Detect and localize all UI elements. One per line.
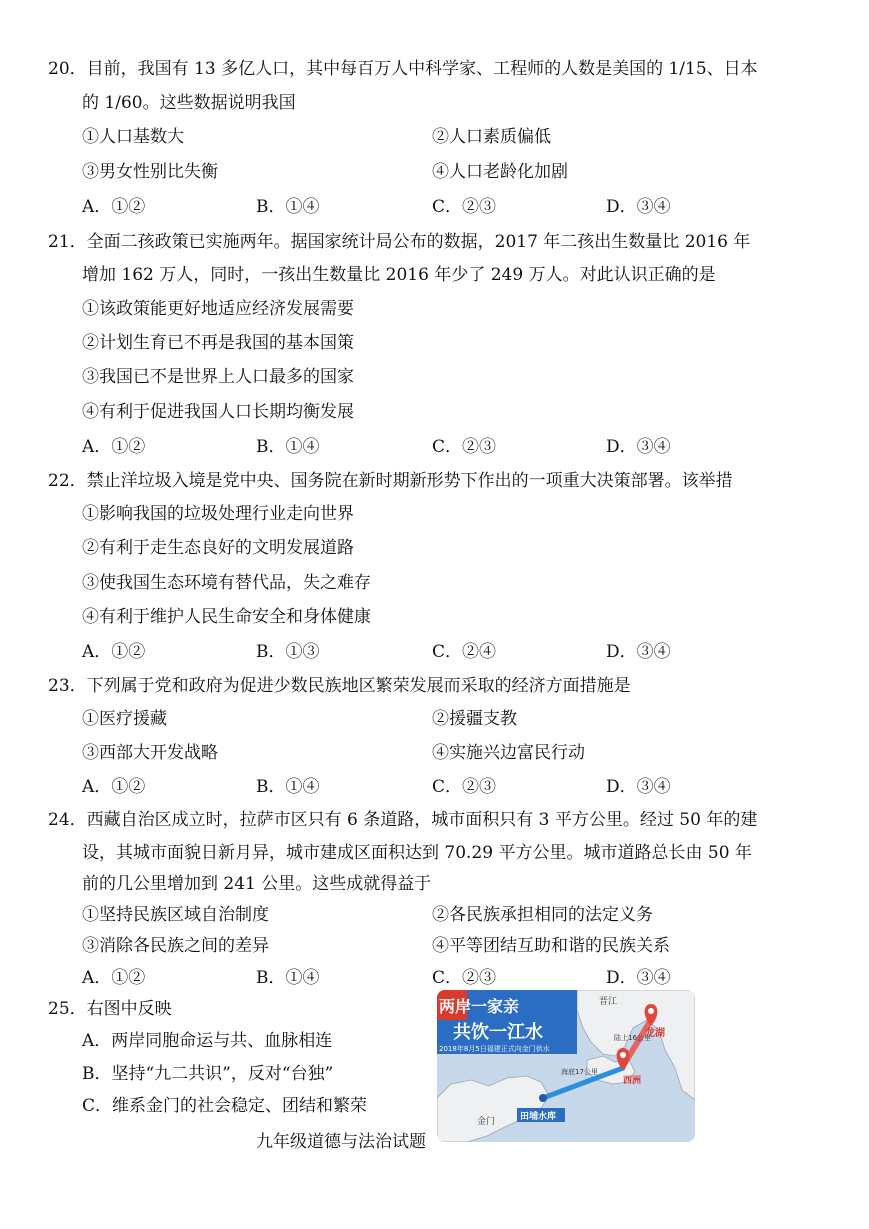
q21-option-1: ①该政策能更好地适应经济发展需要 xyxy=(82,299,354,319)
banner-title-2: 共饮一江水 xyxy=(453,1022,543,1043)
water-supply-map xyxy=(437,990,695,1142)
q25-choice-c: C．维系金门的社会稳定、团结和繁荣 xyxy=(82,1096,368,1116)
q24-option-3: ③消除各民族之间的差异 xyxy=(82,936,269,956)
q21-stem-line2: 增加 162 万人，同时，一孩出生数量比 2016 年少了 249 万人。对此认识正确的是 xyxy=(82,265,716,285)
q21-choice-a: A．①② xyxy=(82,437,146,457)
q20-choice-b: B．①④ xyxy=(256,197,320,217)
label-jinmen: 金门 xyxy=(477,1117,496,1127)
q24-option-4: ④平等团结互助和谐的民族关系 xyxy=(432,936,670,956)
q22-stem-line1: 22．禁止洋垃圾入境是党中央、国务院在新时期新形势下作出的一项重大决策部署。该举措 xyxy=(48,471,733,491)
q24-stem-line1: 24．西藏自治区成立时，拉萨市区只有 6 条道路，城市面积只有 3 平方公里。经过 50 年的建 xyxy=(48,810,758,830)
q23-option-1: ①医疗援藏 xyxy=(82,709,167,729)
q24-option-2: ②各民族承担相同的法定义务 xyxy=(432,905,653,925)
label-tianpu-reservoir: 田埔水库 xyxy=(520,1112,557,1122)
label-jinjiang: 晋江 xyxy=(599,997,618,1007)
q25-choice-a: A．两岸同胞命运与共、血脉相连 xyxy=(82,1031,333,1051)
q23-choice-b: B．①④ xyxy=(256,777,320,797)
q20-option-3: ③男女性别比失衡 xyxy=(82,162,218,182)
q21-choice-c: C．②③ xyxy=(432,437,497,457)
banner-subtitle: 2018年8月5日福建正式向金门供水 xyxy=(439,1045,550,1053)
q24-choice-d: D．③④ xyxy=(606,968,671,988)
q24-stem-line2: 设，其城市面貌日新月异，城市建成区面积达到 70.29 平方公里。城市道路总长由 50 年 xyxy=(82,843,752,863)
q22-option-2: ②有利于走生态良好的文明发展道路 xyxy=(82,538,354,558)
q20-stem-line1: 20．目前，我国有 13 多亿人口，其中每百万人中科学家、工程师的人数是美国的 1/15、日本 xyxy=(48,59,758,79)
q22-choice-d: D．③④ xyxy=(606,642,671,662)
q21-option-2: ②计划生育已不再是我国的基本国策 xyxy=(82,333,354,353)
q21-choice-d: D．③④ xyxy=(606,437,671,457)
q23-choice-d: D．③④ xyxy=(606,777,671,797)
q24-option-1: ①坚持民族区域自治制度 xyxy=(82,905,269,925)
q22-option-3: ③使我国生态环境有替代品，失之难存 xyxy=(82,573,371,593)
q23-option-3: ③西部大开发战略 xyxy=(82,743,218,763)
q20-stem-line2: 的 1/60。这些数据说明我国 xyxy=(82,93,296,113)
label-xizhou: 西洲 xyxy=(623,1076,642,1086)
q23-choice-c: C．②③ xyxy=(432,777,497,797)
q20-option-1: ①人口基数大 xyxy=(82,127,184,147)
q24-choice-a: A．①② xyxy=(82,968,146,988)
q22-option-4: ④有利于维护人民生命安全和身体健康 xyxy=(82,607,371,627)
q24-stem-line3: 前的几公里增加到 241 公里。这些成就得益于 xyxy=(82,874,432,894)
page-footer: 九年级道德与法治试题 xyxy=(256,1132,426,1152)
q20-choice-a: A．①② xyxy=(82,197,146,217)
banner-title-1: 两岸一家亲 xyxy=(439,997,520,1016)
label-longhu: 龙湖 xyxy=(645,1028,665,1039)
q23-option-2: ②援疆支教 xyxy=(432,709,517,729)
q25-stem-line1: 25．右图中反映 xyxy=(48,999,172,1019)
q21-option-4: ④有利于促进我国人口长期均衡发展 xyxy=(82,402,354,422)
q24-choice-b: B．①④ xyxy=(256,968,320,988)
q20-choice-d: D．③④ xyxy=(606,197,671,217)
q23-option-4: ④实施兴边富民行动 xyxy=(432,743,585,763)
q23-stem-line1: 23．下列属于党和政府为促进少数民族地区繁荣发展而采取的经济方面措施是 xyxy=(48,676,631,696)
q21-stem-line1: 21．全面二孩政策已实施两年。据国家统计局公布的数据，2017 年二孩出生数量比 2016 年 xyxy=(48,232,751,252)
q23-choice-a: A．①② xyxy=(82,777,146,797)
q22-choice-c: C．②④ xyxy=(432,642,497,662)
q20-choice-c: C．②③ xyxy=(432,197,497,217)
q21-choice-b: B．①④ xyxy=(256,437,320,457)
q22-choice-a: A．①② xyxy=(82,642,146,662)
q24-choice-c: C．②③ xyxy=(432,968,497,988)
q20-option-2: ②人口素质偏低 xyxy=(432,127,551,147)
q25-choice-b: B．坚持“九二共识”，反对“台独” xyxy=(82,1064,334,1084)
q20-option-4: ④人口老龄化加剧 xyxy=(432,162,568,182)
q22-choice-b: B．①③ xyxy=(256,642,320,662)
label-land-distance: 陆上16公里 xyxy=(614,1034,651,1042)
q22-option-1: ①影响我国的垃圾处理行业走向世界 xyxy=(82,504,354,524)
q21-option-3: ③我国已不是世界上人口最多的国家 xyxy=(82,367,354,387)
label-sea-distance: 海底17公里 xyxy=(561,1068,598,1076)
